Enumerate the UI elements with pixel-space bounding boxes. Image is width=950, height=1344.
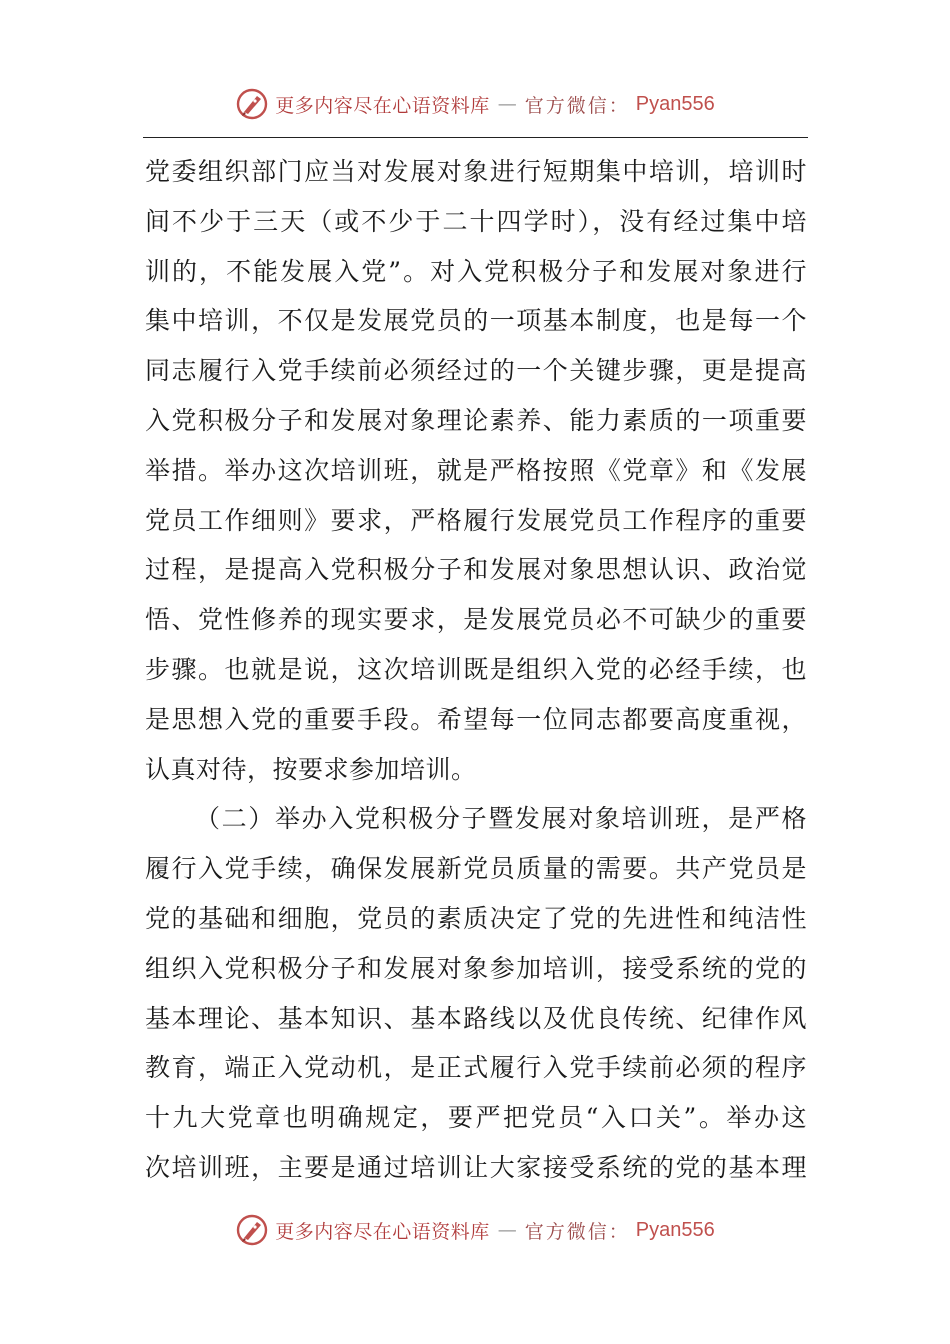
header-contact-id: Pyan556 [635, 92, 715, 115]
footer-banner [0, 1210, 950, 1250]
text-line: 教育，端正入党动机，是正式履行入党手续前必须的程序 [145, 1053, 807, 1083]
text-line: 党员工作细则》要求，严格履行发展党员工作程序的重要 [145, 505, 807, 535]
text-line: 过程，是提高入党积极分子和发展对象思想认识、政治觉 [145, 555, 807, 585]
section-heading-line: （二）举办入党积极分子暨发展对象培训班，是严格 [195, 804, 807, 834]
text-line: 训的，不能发展入党”。对入党积极分子和发展对象进行 [145, 256, 807, 286]
header-contact-label: 官方微信： [524, 94, 630, 117]
text-line: 十九大党章也明确规定，要严把党员“入口关”。举办这 [145, 1103, 807, 1133]
text-line: 党委组织部门应当对发展对象进行短期集中培训，培训时 [145, 157, 807, 186]
text-line: 基本理论、基本知识、基本路线以及优良传统、纪律作风 [145, 1003, 807, 1033]
text-line: 同志履行入党手续前必须经过的一个关键步骤，更是提高 [145, 356, 807, 386]
footer-separator: — [497, 1219, 517, 1241]
text-line: 间不少于三天（或不少于二十四学时），没有经过集中培 [145, 206, 807, 236]
header-divider [143, 137, 808, 138]
footer-contact-label: 官方微信： [524, 1220, 630, 1243]
text-line: 入党积极分子和发展对象理论素养、能力素质的一项重要 [145, 405, 807, 435]
text-line: 是思想入党的重要手段。希望每一位同志都要高度重视， [145, 704, 807, 734]
text-line: 组织入党积极分子和发展对象参加培训，接受系统的党的 [145, 953, 807, 983]
text-line: 次培训班，主要是通过培训让大家接受系统的党的基本理 [145, 1152, 807, 1182]
text-line: 履行入党手续，确保发展新党员质量的需要。共产党员是 [145, 854, 807, 884]
footer-brand-text: 更多内容尽在心语资料库 [275, 1220, 490, 1243]
header-brand-text: 更多内容尽在心语资料库 [275, 94, 490, 117]
document-body [145, 147, 807, 1193]
text-line: 党的基础和细胞，党员的素质决定了党的先进性和纯洁性 [145, 903, 807, 933]
text-line: 集中培训，不仅是发展党员的一项基本制度，也是每一个 [145, 306, 807, 336]
text-line: 举措。举办这次培训班，就是严格按照《党章》和《发展 [145, 455, 807, 485]
header-separator: — [497, 93, 517, 115]
header-banner [0, 84, 950, 124]
pen-nib-logo-icon [235, 1213, 269, 1247]
text-line: 步骤。也就是说，这次培训既是组织入党的必经手续，也 [145, 654, 807, 684]
footer-contact-id: Pyan556 [635, 1218, 715, 1241]
text-line: 认真对待，按要求参加培训。 [145, 754, 477, 784]
pen-nib-logo-icon [235, 87, 269, 121]
text-line: 悟、党性修养的现实要求，是发展党员必不可缺少的重要 [145, 605, 807, 635]
